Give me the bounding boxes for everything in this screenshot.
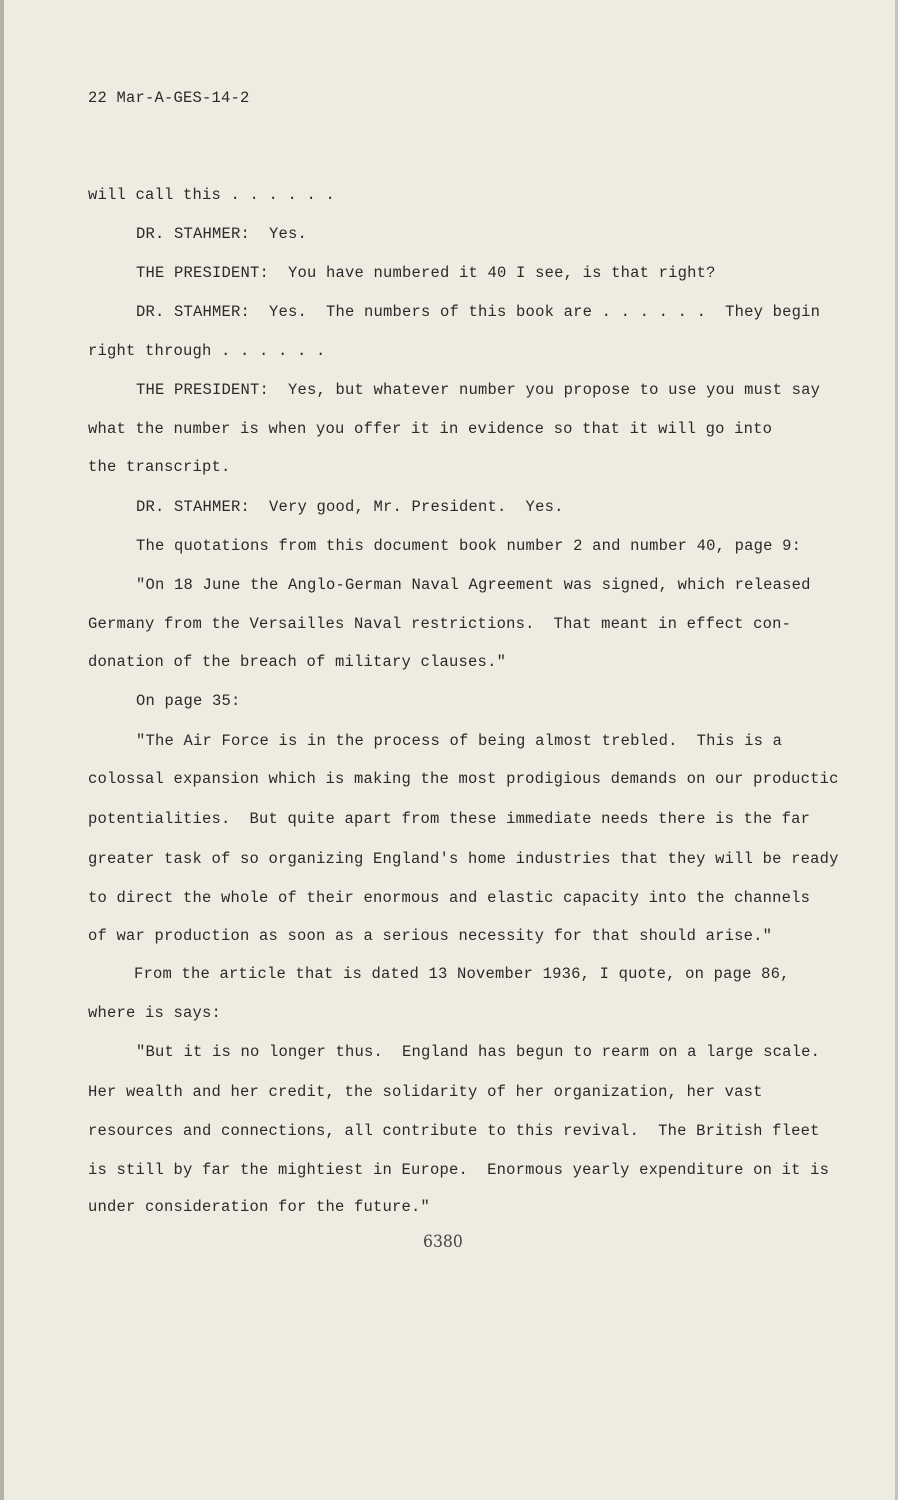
text-line: Germany from the Versailles Naval restrictions. That meant in effect con- (88, 615, 792, 633)
text-line: "The Air Force is in the process of being almost trebled. This is a (136, 732, 783, 750)
text-line: Her wealth and her credit, the solidarity of her organization, her vast (88, 1083, 763, 1101)
text-line: is still by far the mightiest in Europe. Enormous yearly expenditure on it is (88, 1161, 830, 1179)
text-line: "On 18 June the Anglo-German Naval Agreement was signed, which released (136, 576, 811, 594)
text-line: to direct the whole of their enormous and elastic capacity into the channels (88, 889, 811, 907)
text-line: DR. STAHMER: Very good, Mr. President. Yes. (136, 498, 564, 516)
text-line: of war production as soon as a serious necessity for that should arise." (88, 927, 773, 945)
text-line: where is says: (88, 1004, 222, 1022)
document-reference: 22 Mar-A-GES-14-2 (88, 89, 250, 107)
text-line: colossal expansion which is making the most prodigious demands on our productic (88, 770, 839, 788)
text-line: On page 35: (136, 692, 241, 710)
text-line: greater task of so organizing England's home industries that they will be ready (88, 850, 839, 868)
text-line: resources and connections, all contribute to this revival. The British fleet (88, 1122, 820, 1140)
text-line: right through . . . . . . (88, 342, 326, 360)
text-line: will call this . . . . . . (88, 186, 336, 204)
text-line: "But it is no longer thus. England has begun to rearm on a large scale. (136, 1043, 821, 1061)
text-line: DR. STAHMER: Yes. (136, 225, 308, 243)
text-line: THE PRESIDENT: Yes, but whatever number you propose to use you must say (136, 381, 821, 399)
text-line: THE PRESIDENT: You have numbered it 40 I see, is that right? (136, 264, 716, 282)
text-line: potentialities. But quite apart from these immediate needs there is the far (88, 810, 811, 828)
text-line: donation of the breach of military clauses." (88, 653, 507, 671)
text-line: DR. STAHMER: Yes. The numbers of this book are . . . . . . They begin (136, 303, 821, 321)
page-number: 6380 (423, 1232, 463, 1252)
text-line: what the number is when you offer it in evidence so that it will go into (88, 420, 773, 438)
text-line: the transcript. (88, 458, 231, 476)
text-line: under consideration for the future." (88, 1198, 431, 1216)
text-line: The quotations from this document book number 2 and number 40, page 9: (136, 537, 802, 555)
text-line: From the article that is dated 13 November 1936, I quote, on page 86, (134, 965, 790, 983)
